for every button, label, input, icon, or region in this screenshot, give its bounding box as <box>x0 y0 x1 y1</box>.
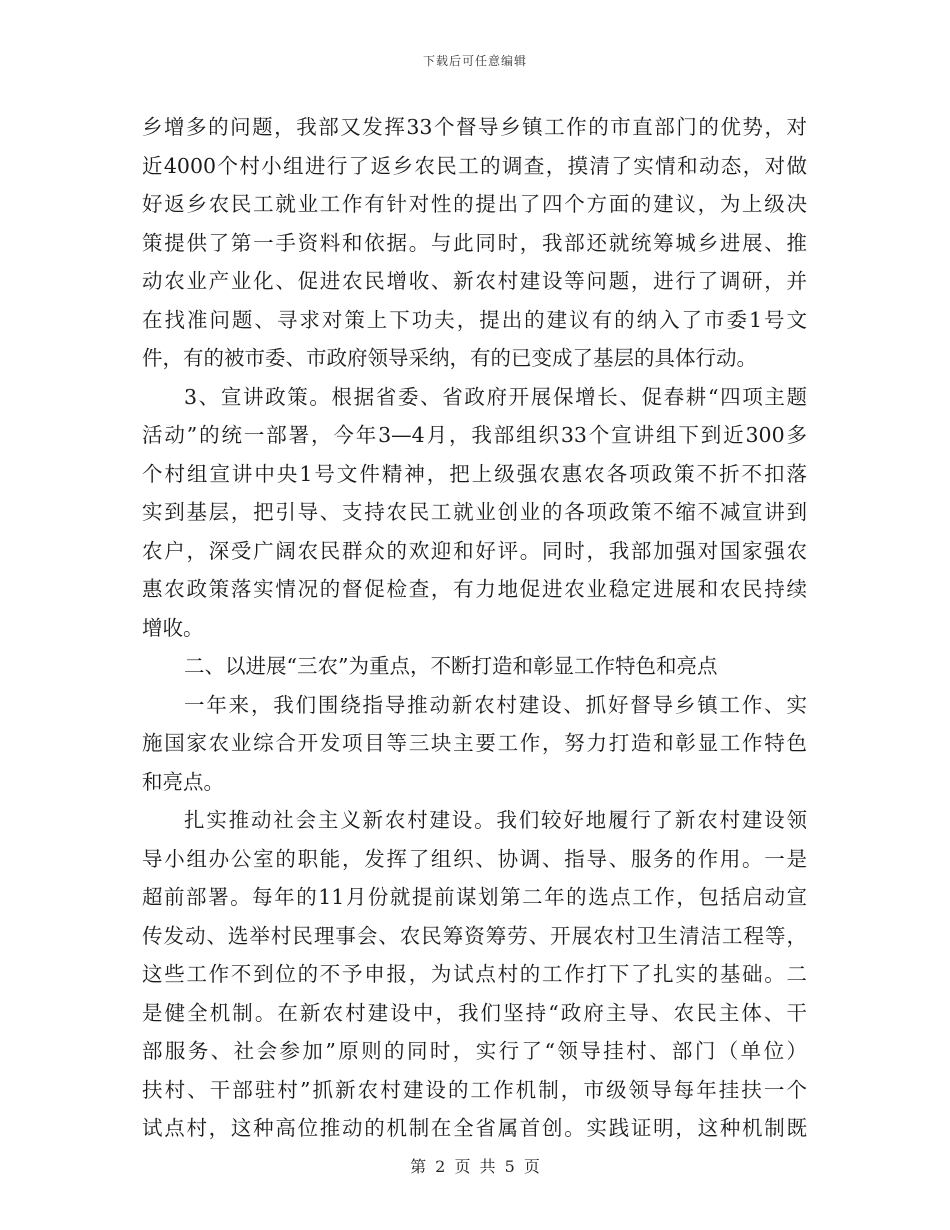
document-body <box>142 108 807 1148</box>
page-number: 第 2 页 共 5 页 <box>410 1157 540 1176</box>
text-line: 近4000个村小组进行了返乡农民工的调查，摸清了实情和动态，对做 <box>142 153 807 178</box>
text-line: 导小组办公室的职能，发挥了组织、协调、指导、服务的作用。一是 <box>142 846 807 871</box>
text-line: 传发动、选举村民理事会、农民筹资筹劳、开展农村卫生清洁工程等， <box>142 923 807 948</box>
text-line: 活动”的统一部署，今年3—4月，我部组织33个宣讲组下到近300多 <box>142 423 807 447</box>
text-line: 扎实推动社会主义新农村建设。我们较好地履行了新农村建设领 <box>184 808 807 832</box>
text-line: 部服务、社会参加”原则的同时，实行了“领导挂村、部门（单位） <box>142 1039 807 1063</box>
text-line: 增收。 <box>142 615 204 640</box>
text-line: 试点村，这种高位推动的机制在全省属首创。实践证明，这种机制既 <box>142 1116 807 1140</box>
text-line: 超前部署。每年的11月份就提前谋划第二年的选点工作，包括启动宣 <box>142 885 807 909</box>
text-line: 动农业产业化、促进农民增收、新农村建设等问题，进行了调研，并 <box>142 269 807 293</box>
text-line: 乡增多的问题，我部又发挥33个督导乡镇工作的市直部门的优势，对 <box>142 115 807 139</box>
text-line: 好返乡农民工就业工作有针对性的提出了四个方面的建议，为上级决 <box>142 192 807 216</box>
text-line: 3、宣讲政策。根据省委、省政府开展保增长、促春耕“四项主题 <box>184 384 807 409</box>
section-heading: 二、以进展“三农”为重点，不断打造和彰显工作特色和亮点 <box>184 654 718 678</box>
text-line: 实到基层，把引导、支持农民工就业创业的各项政策不缩不减宣讲到 <box>142 500 807 524</box>
text-line: 扶村、干部驻村”抓新农村建设的工作机制，市级领导每年挂扶一个 <box>142 1077 807 1102</box>
text-line: 这些工作不到位的不予申报，为试点村的工作打下了扎实的基础。二 <box>142 962 807 986</box>
text-line: 施国家农业综合开发项目等三块主要工作，努力打造和彰显工作特色 <box>142 731 807 755</box>
page-header: 下载后可任意编辑 <box>422 54 527 68</box>
text-line: 在找准问题、寻求对策上下功夫，提出的建议有的纳入了市委1号文 <box>142 307 807 332</box>
text-line: 农户，深受广阔农民群众的欢迎和好评。同时，我部加强对国家强农 <box>142 538 807 563</box>
text-line: 件，有的被市委、市政府领导采纳，有的已变成了基层的具体行动。 <box>142 346 757 370</box>
text-line: 和亮点。 <box>142 769 224 794</box>
text-line: 惠农政策落实情况的督促检查，有力地促进农业稳定进展和农民持续 <box>142 577 807 601</box>
text-line: 个村组宣讲中央1号文件精神，把上级强农惠农各项政策不折不扣落 <box>142 461 807 486</box>
text-line: 一年来，我们围绕指导推动新农村建设、抓好督导乡镇工作、实 <box>184 692 807 717</box>
text-line: 策提供了第一手资料和依据。与此同时，我部还就统筹城乡进展、推 <box>142 230 807 255</box>
text-line: 是健全机制。在新农村建设中，我们坚持“政府主导、农民主体、干 <box>142 1000 807 1025</box>
